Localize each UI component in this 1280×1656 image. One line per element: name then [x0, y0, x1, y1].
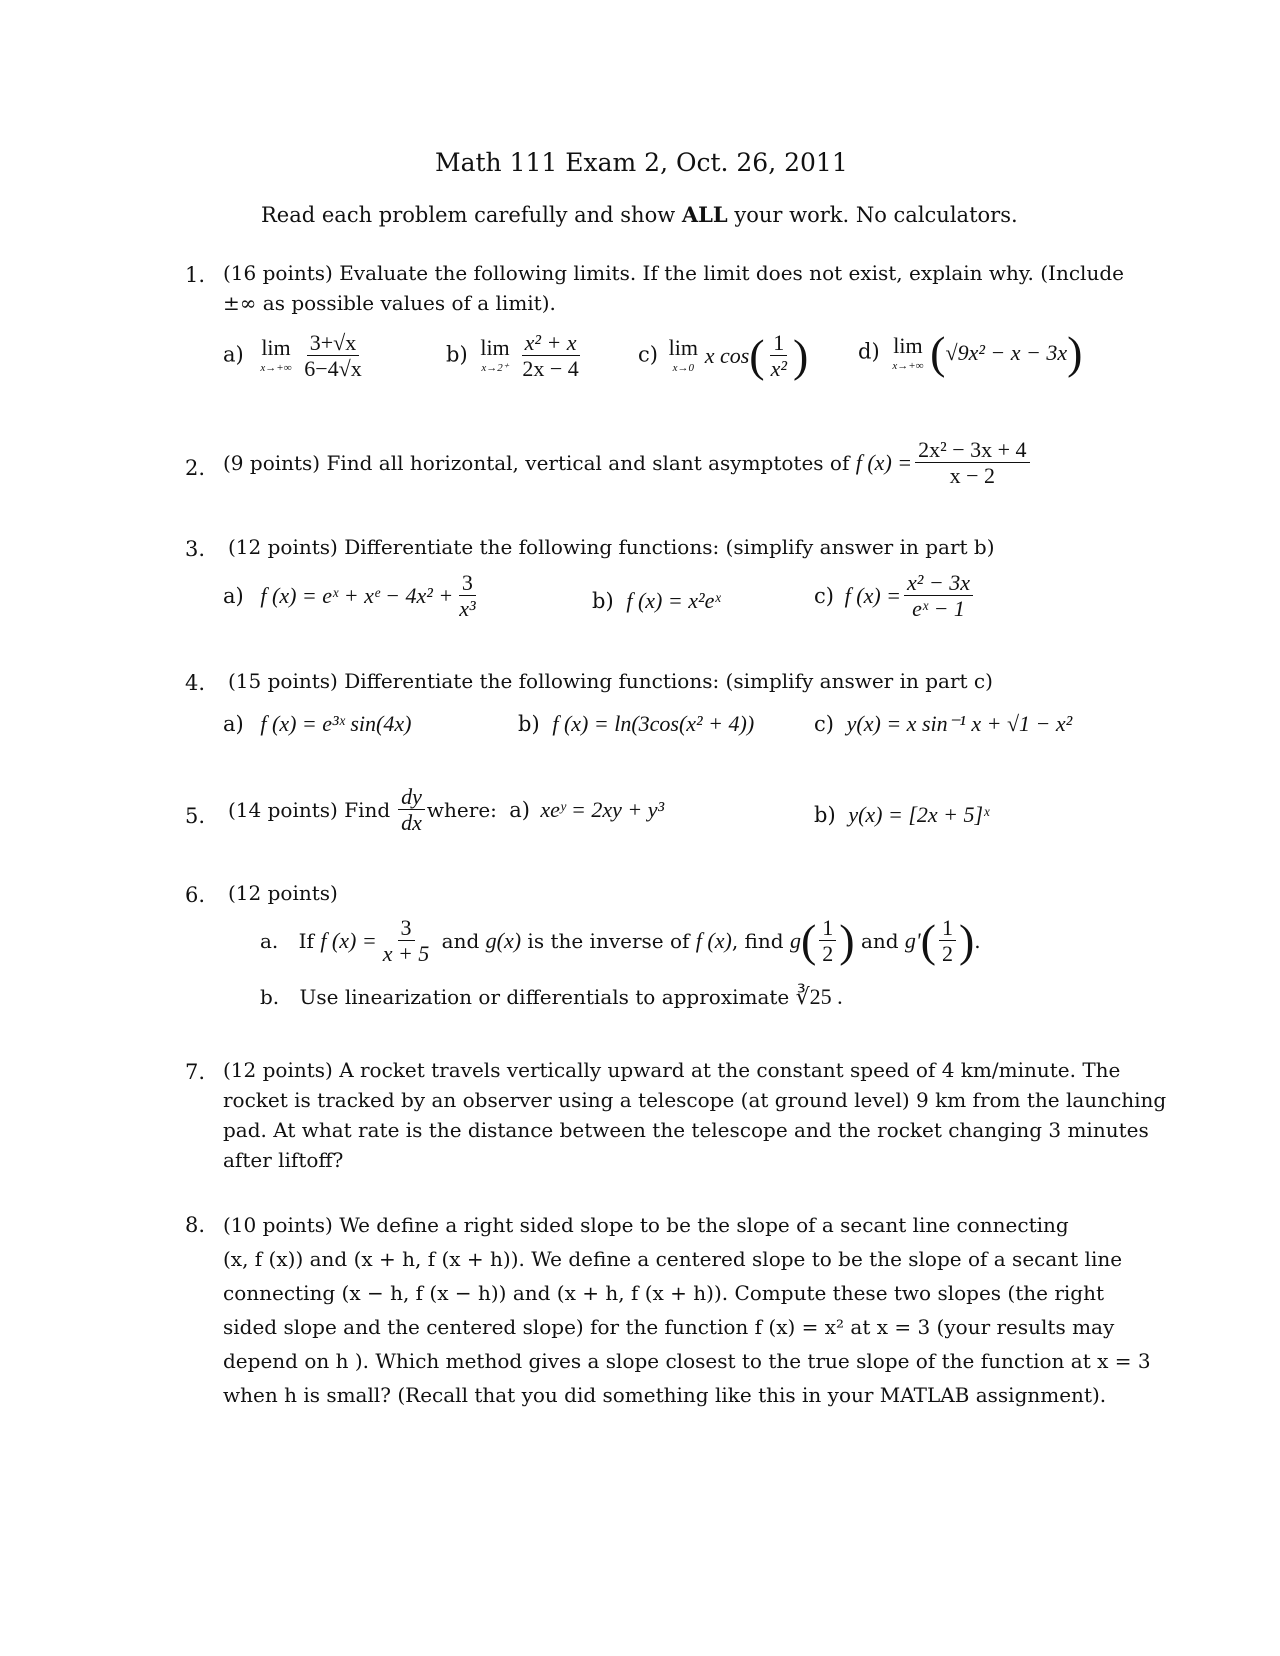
- lim-word: lim: [480, 335, 510, 361]
- problem-4b: [518, 711, 754, 737]
- problem-2-text: (9 points) Find all horizontal, vertical and slant asymptotes of: [223, 450, 850, 475]
- problem-7-line: (12 points) A rocket travels vertically upward at the constant speed of 4 km/minute. The: [223, 1058, 1121, 1082]
- problem-2-number: 2.: [185, 456, 206, 480]
- problem-3-text: (12 points) Differentiate the following functions: (simplify answer in part b): [228, 535, 995, 559]
- problem-3a-fraction: [456, 570, 478, 622]
- problem-6b-expression: ∛25 .: [795, 984, 843, 1009]
- problem-3b: [592, 588, 721, 614]
- problem-1a-fraction: [301, 330, 364, 382]
- problem-6a: [260, 915, 981, 967]
- problem-6a-label: a.: [260, 928, 279, 953]
- problem-1-text: [223, 258, 1124, 318]
- fraction-denominator: 2: [941, 941, 953, 967]
- problem-3a-label: a): [223, 583, 244, 608]
- problem-6a-half-2: [939, 915, 956, 967]
- problem-1b-limit: [480, 337, 509, 374]
- problem-6a-g2: g': [904, 927, 921, 953]
- problem-8-text: [223, 1208, 1151, 1412]
- problem-8-line: (10 points) We define a right sided slope to be the slope of a secant line connecting: [223, 1213, 1069, 1237]
- right-paren: ): [839, 914, 855, 966]
- problem-5-text: (14 points) Find: [228, 797, 391, 822]
- problem-3-number: 3.: [185, 537, 206, 561]
- problem-1-line1: (16 points) Evaluate the following limits. If the limit does not exist, explain why. (Include: [223, 261, 1124, 285]
- problem-8-line: connecting (x − h, f (x − h)) and (x + h, f (x + h)). Compute these two slopes (the right: [223, 1281, 1104, 1305]
- problem-3c-fraction: [904, 570, 973, 622]
- lim-subscript: x→0: [672, 362, 695, 375]
- instructions-bold: ALL: [681, 202, 728, 227]
- instructions: [261, 202, 1018, 227]
- fraction-denominator: eˣ − 1: [912, 596, 965, 622]
- fraction-denominator: dx: [398, 809, 425, 835]
- instructions-pre: Read each problem carefully and show: [261, 203, 682, 227]
- fraction-denominator: x³: [459, 596, 476, 622]
- problem-5: [228, 784, 664, 836]
- fraction-denominator: 2: [822, 941, 834, 967]
- lim-subscript: x→+∞: [892, 359, 924, 372]
- problem-4b-label: b): [518, 712, 540, 736]
- left-paren: (: [920, 914, 936, 966]
- problem-1-line2: ±∞ as possible values of a limit).: [223, 291, 556, 315]
- fraction-numerator: 3: [459, 570, 476, 596]
- problem-5-number: 5.: [185, 804, 206, 828]
- problem-6a-and-2: and: [860, 928, 899, 953]
- problem-3c-expression: f (x) =: [844, 582, 902, 608]
- problem-6a-and: and: [441, 928, 480, 953]
- problem-1b-fraction: [519, 330, 581, 382]
- problem-6a-inverse-text: is the inverse of: [527, 928, 690, 953]
- fraction-numerator: 3+√x: [307, 330, 359, 356]
- problem-1d-limit: [892, 332, 924, 372]
- fraction-denominator: x²: [770, 356, 787, 382]
- lim-word: lim: [893, 332, 923, 358]
- problem-6a-find: , find: [731, 928, 784, 953]
- problem-7-line: pad. At what rate is the distance between the telescope and the rocket changing 3 minutes: [223, 1118, 1149, 1142]
- problem-6a-f: f (x): [695, 927, 732, 953]
- problem-1c: [638, 330, 808, 382]
- left-paren: (: [800, 914, 817, 966]
- problem-3c: [814, 570, 976, 622]
- problem-3c-label: c): [814, 583, 834, 608]
- lim-word: lim: [261, 335, 291, 361]
- fraction-numerator: dy: [401, 784, 422, 809]
- problem-6b: [260, 984, 843, 1010]
- problem-5a-label: a): [509, 797, 530, 822]
- lim-word: lim: [668, 335, 698, 361]
- problem-6b-label: b.: [260, 985, 280, 1009]
- left-paren: (: [749, 329, 765, 381]
- lim-subscript: x→2⁺: [481, 362, 509, 375]
- fraction-denominator: 2x − 4: [522, 356, 579, 382]
- problem-5b-expression: y(x) = [2x + 5]ˣ: [848, 802, 990, 827]
- problem-8-line: sided slope and the centered slope) for the function f (x) = x² at x = 3 (your results may: [223, 1315, 1115, 1339]
- problem-1c-expression: x cos: [704, 342, 750, 368]
- problem-3b-label: b): [592, 589, 614, 613]
- problem-7-text: [223, 1055, 1166, 1175]
- problem-2-fraction: [915, 437, 1029, 489]
- problem-2: [223, 437, 1033, 489]
- problem-6a-g1: g: [789, 927, 801, 953]
- right-paren: ): [792, 329, 809, 381]
- problem-3b-expression: f (x) = x²eˣ: [626, 588, 721, 613]
- problem-8-line: when h is small? (Recall that you did something like this in your MATLAB assignment).: [223, 1383, 1107, 1407]
- problem-6b-text: Use linearization or differentials to approximate: [299, 985, 790, 1009]
- problem-2-function: f (x) =: [855, 449, 913, 475]
- problem-6a-function: f (x) =: [320, 927, 377, 953]
- fraction-numerator: 2x² − 3x + 4: [915, 437, 1029, 463]
- problem-4c: [814, 711, 1072, 737]
- problem-4a-expression: f (x) = e³ˣ sin(4x): [260, 711, 412, 736]
- problem-8-number: 8.: [185, 1213, 206, 1237]
- lim-subscript: x→+∞: [260, 362, 292, 375]
- problem-3a-expression: f (x) = eˣ + xᵉ − 4x² +: [260, 582, 454, 608]
- instructions-post: your work. No calculators.: [727, 203, 1018, 227]
- problem-8-line: depend on h ). Which method gives a slope closest to the true slope of the function at x = 3: [223, 1349, 1151, 1373]
- problem-1a-limit: [260, 337, 291, 374]
- problem-5a-expression: xeʸ = 2xy + y³: [540, 796, 665, 822]
- fraction-denominator: x − 2: [949, 463, 996, 489]
- fraction-numerator: x² + x: [522, 330, 580, 356]
- problem-1c-label: c): [638, 342, 658, 367]
- problem-5-derivative: [398, 784, 425, 836]
- page-title: Math 111 Exam 2, Oct. 26, 2011: [435, 148, 848, 177]
- problem-4-number: 4.: [185, 671, 206, 695]
- problem-7-line: after liftoff?: [223, 1148, 344, 1172]
- problem-6a-fraction: [380, 915, 433, 967]
- problem-4c-label: c): [814, 712, 834, 736]
- problem-6a-if: If: [298, 928, 314, 953]
- problem-1d-expression: √9x² − x − 3x: [945, 340, 1068, 365]
- right-paren: ): [1067, 327, 1083, 378]
- fraction-denominator: 6−4√x: [304, 356, 362, 382]
- problem-7-number: 7.: [185, 1060, 206, 1084]
- period: .: [974, 928, 981, 953]
- problem-3a: [223, 570, 482, 622]
- problem-1c-fraction: [768, 330, 790, 382]
- fraction-numerator: 1: [939, 915, 956, 941]
- problem-1b-label: b): [446, 342, 468, 367]
- problem-1b: [446, 330, 585, 382]
- problem-1d-label: d): [858, 339, 880, 364]
- problem-5b-label: b): [814, 803, 836, 827]
- problem-1a: [223, 330, 368, 382]
- problem-8-line: (x, f (x)) and (x + h, f (x + h)). We define a centered slope to be the slope of a secant line: [223, 1247, 1123, 1271]
- problem-4a: [223, 711, 411, 737]
- right-paren: ): [958, 914, 975, 966]
- problem-4a-label: a): [223, 712, 244, 736]
- fraction-denominator: x + 5: [382, 941, 430, 967]
- fraction-numerator: 1: [770, 330, 787, 356]
- fraction-numerator: 3: [398, 915, 415, 941]
- problem-7-line: rocket is tracked by an observer using a telescope (at ground level) 9 km from the launching: [223, 1088, 1167, 1112]
- problem-1-number: 1.: [185, 263, 206, 287]
- problem-6a-g: g(x): [485, 927, 522, 953]
- fraction-numerator: x² − 3x: [904, 570, 973, 596]
- problem-4-text: (15 points) Differentiate the following functions: (simplify answer in part c): [228, 669, 993, 693]
- left-paren: (: [930, 327, 946, 378]
- problem-6-number: 6.: [185, 883, 206, 907]
- problem-1c-limit: [669, 337, 698, 374]
- problem-5b: [814, 802, 989, 828]
- problem-4b-expression: f (x) = ln(3cos(x² + 4)): [552, 711, 755, 736]
- problem-5-where: where:: [426, 797, 497, 822]
- problem-6-text: (12 points): [228, 881, 338, 905]
- fraction-numerator: 1: [819, 915, 836, 941]
- problem-6a-half-1: [819, 915, 836, 967]
- problem-4c-expression: y(x) = x sin⁻¹ x + √1 − x²: [846, 711, 1073, 736]
- problem-1a-label: a): [223, 342, 244, 367]
- problem-1d: [858, 327, 1083, 378]
